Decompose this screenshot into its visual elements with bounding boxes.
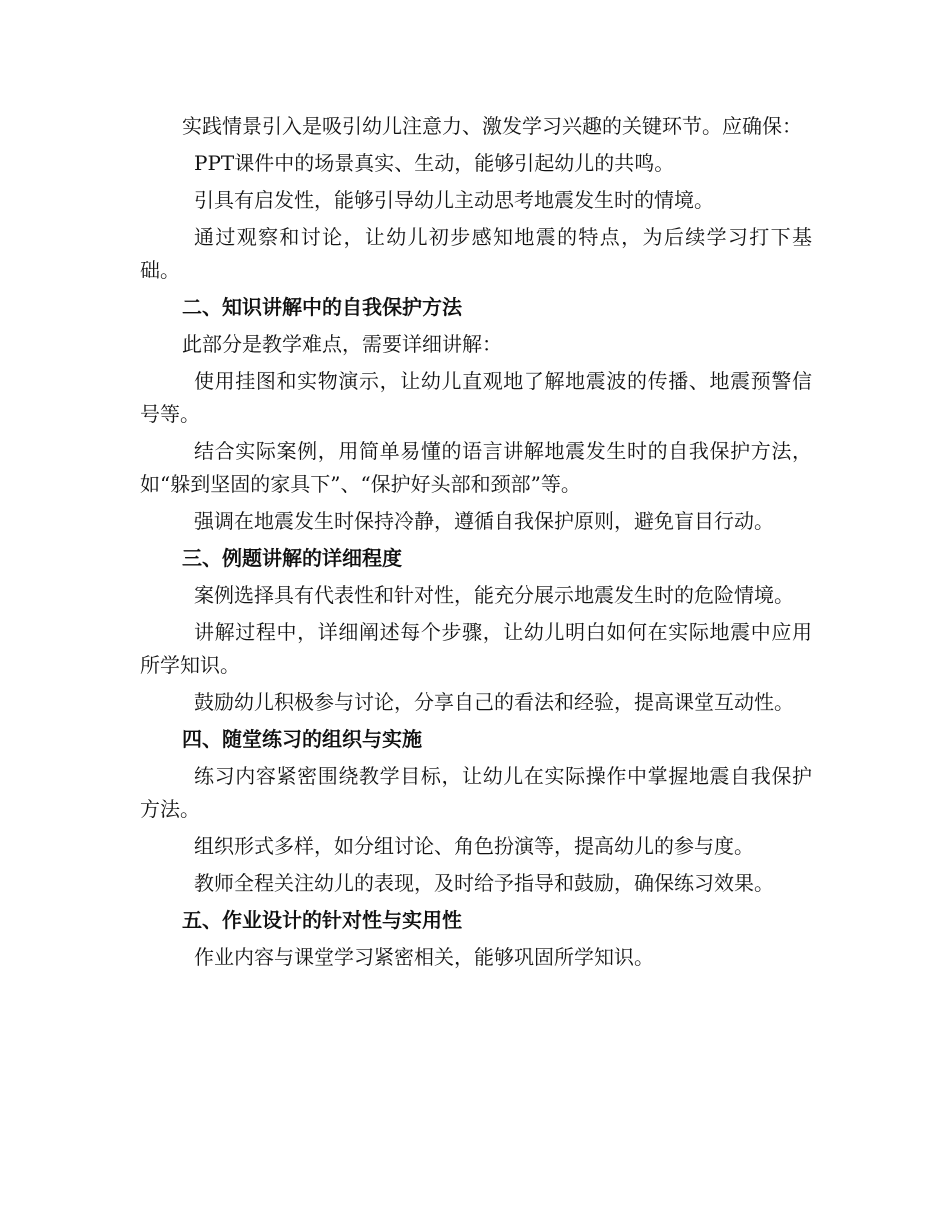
section-heading-4: 四、随堂练习的组织与实施 bbox=[182, 727, 422, 751]
paragraph-steps: 讲解过程中，详细阐述每个步骤，让幼儿明白如何在实际地震中应用所学知识。 bbox=[140, 620, 812, 677]
paragraph-teacher: 教师全程关注幼儿的表现，及时给予指导和鼓励，确保练习效果。 bbox=[194, 871, 774, 895]
paragraph-difficulty: 此部分是教学难点，需要详细讲解： bbox=[182, 332, 502, 356]
section-heading-5: 五、作业设计的针对性与实用性 bbox=[182, 908, 462, 932]
paragraph-case-selection: 案例选择具有代表性和针对性，能充分展示地震发生时的危险情境。 bbox=[194, 583, 794, 607]
paragraph-inspire: 引具有启发性，能够引导幼儿主动思考地震发生时的情境。 bbox=[194, 188, 714, 212]
paragraph-cases: 结合实际案例，用简单易懂的语言讲解地震发生时的自我保护方法，如“躲到坚固的家具下”、“保护好头部和颈部”等。 bbox=[140, 439, 812, 496]
paragraph-practice: 练习内容紧密围绕教学目标，让幼儿在实际操作中掌握地震自我保护方法。 bbox=[140, 764, 812, 821]
section-heading-2: 二、知识讲解中的自我保护方法 bbox=[182, 295, 462, 319]
section-heading-3: 三、例题讲解的详细程度 bbox=[182, 546, 402, 570]
paragraph-intro: 实践情景引入是吸引幼儿注意力、激发学习兴趣的关键环节。应确保： bbox=[182, 114, 802, 138]
paragraph-forms: 组织形式多样，如分组讨论、角色扮演等，提高幼儿的参与度。 bbox=[194, 834, 754, 858]
paragraph-observe: 通过观察和讨论，让幼儿初步感知地震的特点，为后续学习打下基础。 bbox=[140, 225, 812, 282]
paragraph-discussion: 鼓励幼儿积极参与讨论，分享自己的看法和经验，提高课堂互动性。 bbox=[194, 690, 794, 714]
paragraph-calm: 强调在地震发生时保持冷静，遵循自我保护原则，避免盲目行动。 bbox=[194, 509, 774, 533]
paragraph-homework: 作业内容与课堂学习紧密相关，能够巩固所学知识。 bbox=[194, 945, 654, 969]
paragraph-charts: 使用挂图和实物演示，让幼儿直观地了解地震波的传播、地震预警信号等。 bbox=[140, 369, 812, 426]
paragraph-ppt: PPT课件中的场景真实、生动，能够引起幼儿的共鸣。 bbox=[194, 151, 675, 175]
document-page bbox=[140, 110, 812, 978]
